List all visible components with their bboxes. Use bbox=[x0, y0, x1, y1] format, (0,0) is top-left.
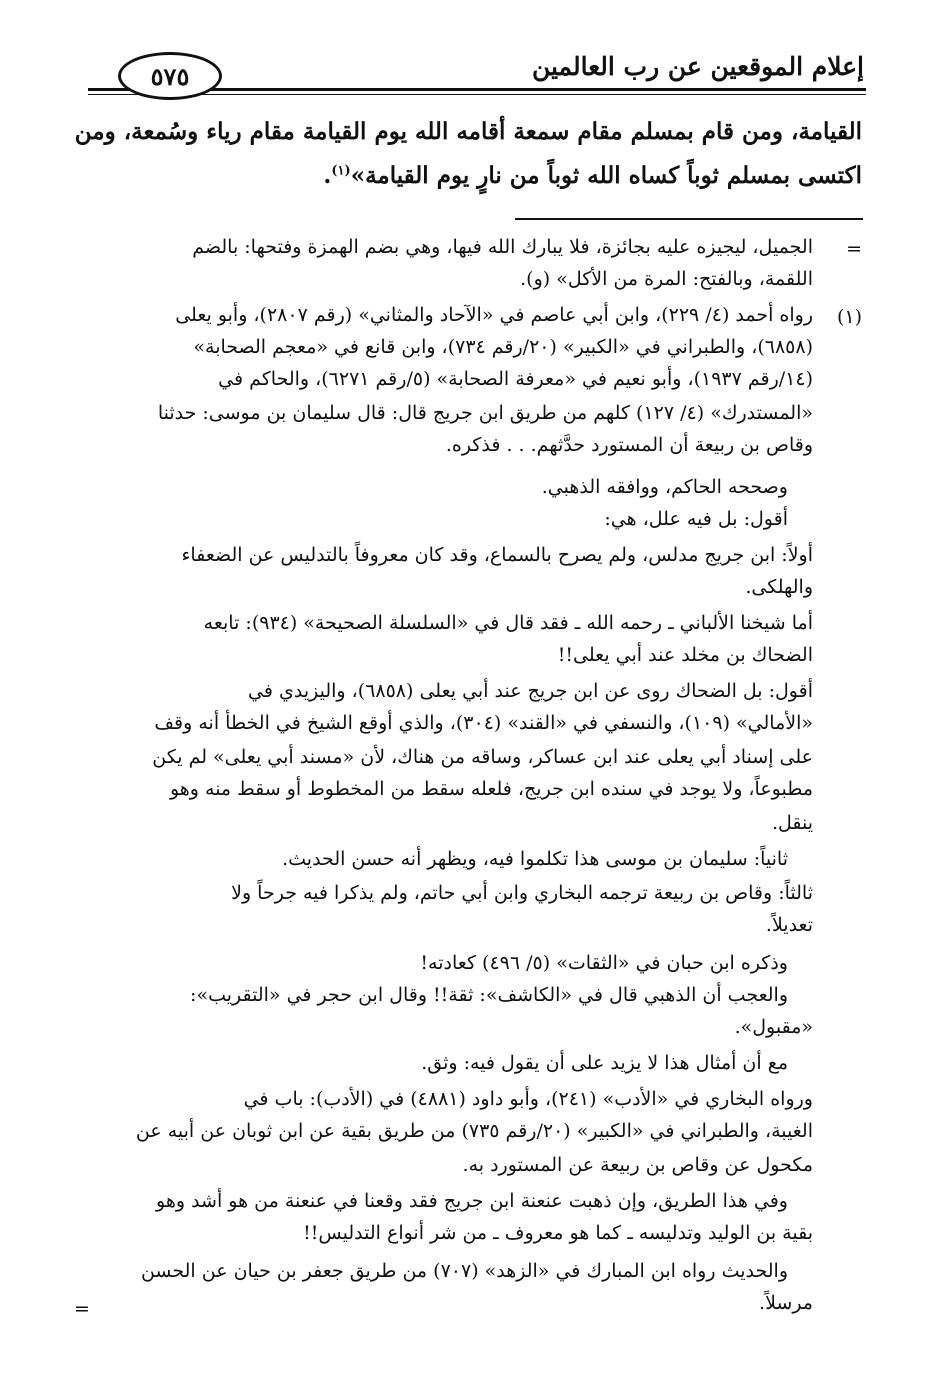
footnote-line: الغيبة، والطبراني في «الكبير» (٢٠/رقم ٧٣٥) من طريق بقية عن ابن ثوبان عن أبيه عن bbox=[135, 1120, 813, 1142]
footnote-line: الضحاك بن مخلد عند أبي يعلى!! bbox=[557, 644, 813, 666]
footnote-line: ثانياً: سليمان بن موسى هذا تكلموا فيه، ويظهر أنه حسن الحديث. bbox=[282, 848, 788, 870]
footnote-line: وقاص بن ربيعة أن المستورد حدَّثهم. . . فذكره. bbox=[445, 434, 813, 456]
footnote-line: أما شيخنا الألباني ـ رحمه الله ـ فقد قال في «السلسلة الصحيحة» (٩٣٤): تابعه bbox=[203, 612, 813, 634]
footnote-number: (١) bbox=[836, 306, 862, 328]
page-number: ٥٧٥ bbox=[118, 52, 222, 100]
footnote-line: والعجب أن الذهبي قال في «الكاشف»: ثقة!! وقال ابن حجر في «التقريب»: bbox=[190, 984, 788, 1006]
footnote-line: أولاً: ابن جريج مدلس، ولم يصرح بالسماع، وقد كان معروفاً بالتدليس عن الضعفاء bbox=[181, 544, 813, 566]
footnote-reference: (١) bbox=[331, 163, 351, 179]
footnote-line: ينقل. bbox=[771, 812, 813, 834]
footnote-continuation-line-2: اللقمة، وبالفتح: المرة من الأكل» (و). bbox=[520, 268, 813, 290]
footnote-line: «الأمالي» (١٠٩)، والنسفي في «القند» (٣٠٤)، والذي أوقع الشيخ في الخطأ أنه وقف bbox=[154, 712, 813, 734]
main-text-line-2 bbox=[323, 162, 862, 189]
footnote-line: مكحول عن وقاص بن ربيعة عن المستورد به. bbox=[462, 1154, 813, 1176]
footnote-continuation-line-1: الجميل، ليجيزه عليه بجائزة، فلا يبارك الله فيها، وهي بضم الهمزة وفتحها: بالضم bbox=[192, 236, 813, 258]
footnote-line: والحديث رواه ابن المبارك في «الزهد» (٧٠٧) من طريق جعفر بن حيان عن الحسن bbox=[140, 1260, 788, 1282]
footnote-line: تعديلاً. bbox=[765, 914, 813, 936]
running-header-title: إعلام الموقعين عن رب العالمين bbox=[531, 52, 864, 81]
footnote-line: مع أن أمثال هذا لا يزيد على أن يقول فيه: وثق. bbox=[421, 1052, 788, 1074]
continuation-marker: = bbox=[846, 238, 862, 260]
footnote-line: بقية بن الوليد وتدليسه ـ كما هو معروف ـ من شر أنواع التدليس!! bbox=[303, 1222, 813, 1244]
footnote-separator bbox=[515, 218, 863, 220]
main-text-line-2-body: اكتسى بمسلم ثوباً كساه الله ثوباً من نارٍ يوم القيامة» bbox=[350, 162, 862, 189]
header-rule-thin bbox=[88, 94, 866, 95]
main-text-line-1: القيامة، ومن قام بمسلم مقام سمعة أقامه الله يوم القيامة مقام رياء وسُمعة، ومن bbox=[74, 118, 862, 145]
footnote-line: مطبوعاً، ولا يوجد في سنده ابن جريج، فلعله سقط من المخطوط أو سقط منه وهو bbox=[169, 778, 813, 800]
footnote-line: «المستدرك» (٤/ ١٢٧) كلهم من طريق ابن جريج قال: قال سليمان بن موسى: حدثنا bbox=[157, 402, 813, 424]
footnote-line: وصححه الحاكم، ووافقه الذهبي. bbox=[541, 476, 788, 498]
footnote-line: أقول: بل الضحاك روى عن ابن جريج عند أبي يعلى (٦٨٥٨)، واليزيدي في bbox=[248, 680, 813, 702]
continuation-marker-end: = bbox=[74, 1298, 90, 1320]
footnote-line: مرسلاً. bbox=[759, 1292, 813, 1314]
footnote-line: وفي هذا الطريق، وإن ذهبت عنعنة ابن جريج فقد وقعنا في عنعنة من هو أشد وهو bbox=[156, 1190, 788, 1212]
footnote-line: (٦٨٥٨)، والطبراني في «الكبير» (٢٠/رقم ٧٣٤)، وابن قانع في «معجم الصحابة» bbox=[193, 336, 813, 358]
footnote-line: «مقبول». bbox=[734, 1016, 813, 1038]
footnote-line: رواه أحمد (٤/ ٢٢٩)، وابن أبي عاصم في «الآحاد والمثاني» (رقم ٢٨٠٧)، وأبو يعلى bbox=[175, 304, 813, 326]
footnote-line: ورواه البخاري في «الأدب» (٢٤١)، وأبو داود (٤٨٨١) في (الأدب): باب في bbox=[243, 1088, 813, 1110]
footnote-line: ثالثاً: وقاص بن ربيعة ترجمه البخاري وابن أبي حاتم، ولم يذكرا فيه جرحاً ولا bbox=[231, 882, 813, 904]
footnote-line: (١٤/رقم ١٩٣٧)، وأبو نعيم في «معرفة الصحابة» (٥/رقم ٦٢٧١)، والحاكم في bbox=[218, 368, 813, 390]
footnote-line: على إسناد أبي يعلى عند ابن عساكر، وساقه من هناك، لأن «مسند أبي يعلى» لم يكن bbox=[152, 746, 813, 768]
footnote-line: أقول: بل فيه علل، هي: bbox=[604, 508, 788, 530]
footnote-line: والهلكى. bbox=[745, 576, 813, 598]
footnote-line: وذكره ابن حبان في «الثقات» (٥/ ٤٩٦) كعادته! bbox=[420, 952, 788, 974]
main-text-line-2-end: . bbox=[323, 162, 332, 189]
